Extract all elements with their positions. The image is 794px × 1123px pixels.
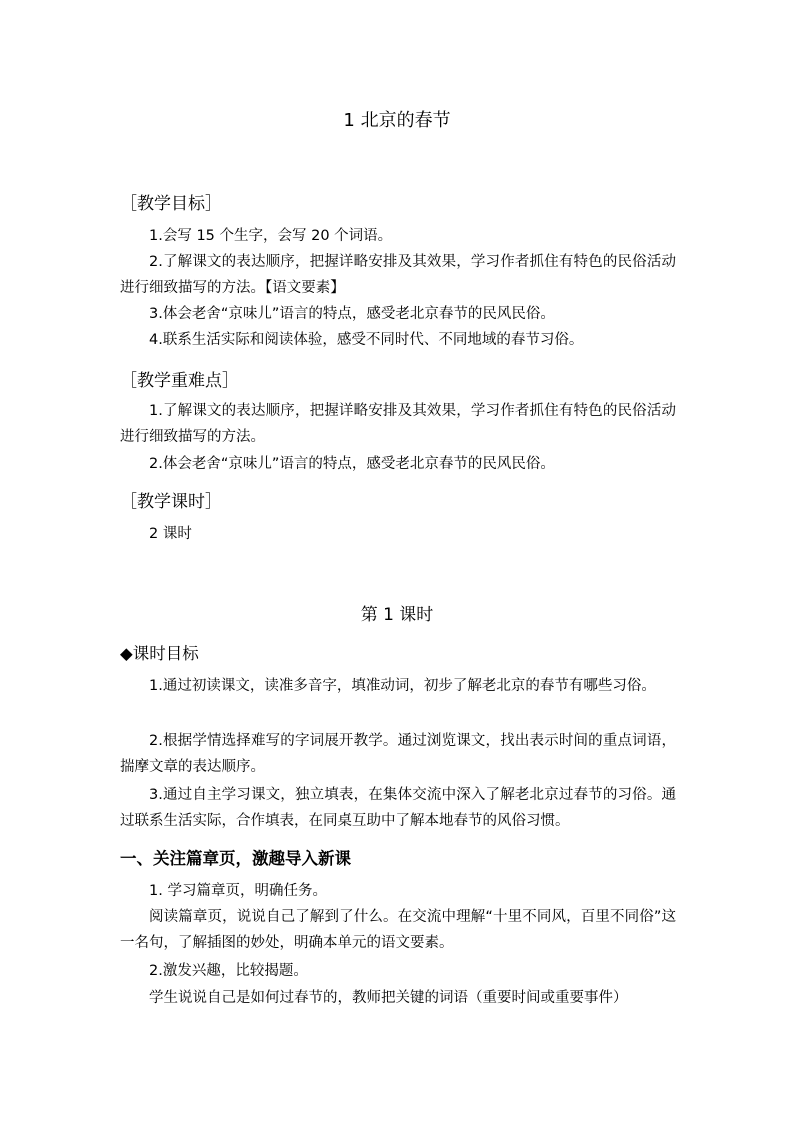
lesson-goal-item: 2.根据学情选择难写的字词展开教学。通过浏览课文，找出表示时间的重点词语，揣摩文章的表达顺序。 [120, 733, 676, 775]
lesson-goal-item: 1.通过初读课文，读准多音字，填准动词，初步了解老北京的春节有哪些习俗。 [149, 678, 656, 694]
objective-item: 2.了解课文的表达顺序，把握详略安排及其效果，学习作者抓住有特色的民俗活动进行细致描写的方法。【语文要素】 [120, 254, 676, 296]
key-points-heading: ［教学重难点］ [120, 371, 239, 391]
section-paragraph: 1. 学习篇章页，明确任务。 [149, 883, 327, 899]
objective-item: 3.体会老舍“京味儿”语言的特点，感受老北京春节的民风民俗。 [149, 306, 555, 322]
lesson-goal-heading: ◆课时目标 [120, 644, 199, 663]
objective-item: 4.联系生活实际和阅读体验，感受不同时代、不同地域的春节习俗。 [149, 332, 584, 348]
key-point-item: 2.体会老舍“京味儿”语言的特点，感受老北京春节的民风民俗。 [149, 456, 555, 472]
page-title: 1 北京的春节 [343, 110, 451, 131]
lesson-goal-item: 3.通过自主学习课文，独立填表，在集体交流中深入了解老北京过春节的习俗。通过联系生活实际，合作填表，在同桌互助中了解本地春节的风俗习惯。 [120, 787, 676, 829]
section-paragraph: 学生说说自己是如何过春节的，教师把关键的词语（重要时间或重要事件） [149, 990, 628, 1006]
section-heading: 一、关注篇章页，激趣导入新课 [120, 849, 351, 868]
objectives-heading: ［教学目标］ [120, 194, 222, 214]
hours-value: 2 课时 [149, 526, 192, 542]
hours-heading: ［教学课时］ [120, 492, 222, 512]
section-paragraph: 2.激发兴趣，比较揭题。 [149, 963, 308, 979]
lesson-heading: 第 1 课时 [360, 605, 434, 625]
objective-item: 1.会写 15 个生字，会写 20 个词语。 [149, 228, 393, 244]
section-paragraph: 阅读篇章页，说说自己了解到了什么。在交流中理解“十里不同风，百里不同俗”这一名句，了解插图的妙处，明确本单元的语文要素。 [120, 909, 676, 951]
key-point-item: 1.了解课文的表达顺序，把握详略安排及其效果，学习作者抓住有特色的民俗活动进行细致描写的方法。 [120, 403, 676, 445]
